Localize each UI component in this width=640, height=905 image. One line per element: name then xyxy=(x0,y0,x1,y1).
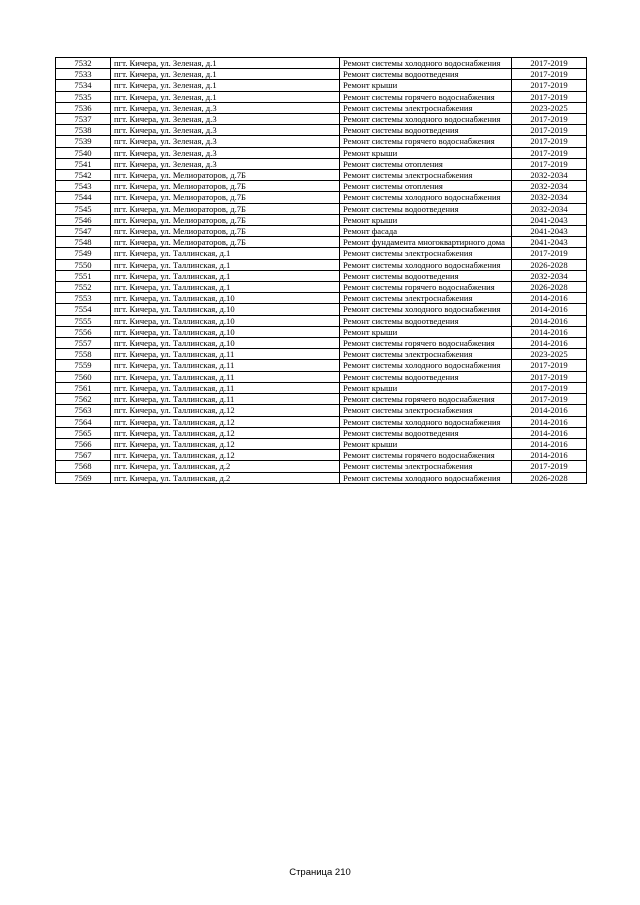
row-address: пгт. Кичера, ул. Зеленая, д.3 xyxy=(111,125,340,136)
row-period: 2032-2034 xyxy=(512,181,587,192)
row-address: пгт. Кичера, ул. Таллинская, д.1 xyxy=(111,282,340,293)
row-number: 7550 xyxy=(56,259,111,270)
row-address: пгт. Кичера, ул. Мелиораторов, д.7Б xyxy=(111,192,340,203)
row-address: пгт. Кичера, ул. Зеленая, д.3 xyxy=(111,136,340,147)
row-work-type: Ремонт крыши xyxy=(340,147,512,158)
row-period: 2014-2016 xyxy=(512,326,587,337)
works-table xyxy=(55,57,587,484)
row-number: 7554 xyxy=(56,304,111,315)
table-row xyxy=(56,91,587,102)
row-number: 7555 xyxy=(56,315,111,326)
row-number: 7558 xyxy=(56,349,111,360)
row-period: 2017-2019 xyxy=(512,114,587,125)
row-address: пгт. Кичера, ул. Таллинская, д.2 xyxy=(111,472,340,483)
row-number: 7545 xyxy=(56,203,111,214)
row-work-type: Ремонт системы отопления xyxy=(340,158,512,169)
table-row xyxy=(56,136,587,147)
row-period: 2026-2028 xyxy=(512,472,587,483)
row-address: пгт. Кичера, ул. Мелиораторов, д.7Б xyxy=(111,237,340,248)
row-address: пгт. Кичера, ул. Таллинская, д.1 xyxy=(111,248,340,259)
row-number: 7552 xyxy=(56,282,111,293)
row-period: 2017-2019 xyxy=(512,461,587,472)
table-row xyxy=(56,147,587,158)
row-number: 7568 xyxy=(56,461,111,472)
table-row xyxy=(56,427,587,438)
table-row xyxy=(56,450,587,461)
row-work-type: Ремонт фасада xyxy=(340,226,512,237)
table-row xyxy=(56,472,587,483)
row-address: пгт. Кичера, ул. Таллинская, д.11 xyxy=(111,394,340,405)
row-work-type: Ремонт системы водоотведения xyxy=(340,371,512,382)
row-work-type: Ремонт системы горячего водоснабжения xyxy=(340,136,512,147)
row-number: 7534 xyxy=(56,80,111,91)
row-period: 2017-2019 xyxy=(512,394,587,405)
table-row xyxy=(56,102,587,113)
table-row xyxy=(56,371,587,382)
row-work-type: Ремонт системы холодного водоснабжения xyxy=(340,472,512,483)
row-period: 2017-2019 xyxy=(512,147,587,158)
table-row xyxy=(56,382,587,393)
page-number: Страница 210 xyxy=(289,867,351,878)
row-work-type: Ремонт системы водоотведения xyxy=(340,270,512,281)
row-period: 2023-2025 xyxy=(512,102,587,113)
table-row xyxy=(56,438,587,449)
row-number: 7560 xyxy=(56,371,111,382)
row-work-type: Ремонт системы водоотведения xyxy=(340,125,512,136)
row-address: пгт. Кичера, ул. Таллинская, д.10 xyxy=(111,293,340,304)
row-period: 2017-2019 xyxy=(512,382,587,393)
row-work-type: Ремонт системы водоотведения xyxy=(340,203,512,214)
row-work-type: Ремонт системы холодного водоснабжения xyxy=(340,416,512,427)
row-work-type: Ремонт системы горячего водоснабжения xyxy=(340,91,512,102)
row-address: пгт. Кичера, ул. Таллинская, д.10 xyxy=(111,304,340,315)
row-number: 7564 xyxy=(56,416,111,427)
row-period: 2023-2025 xyxy=(512,349,587,360)
row-number: 7538 xyxy=(56,125,111,136)
row-number: 7533 xyxy=(56,69,111,80)
row-number: 7563 xyxy=(56,405,111,416)
row-work-type: Ремонт системы горячего водоснабжения xyxy=(340,282,512,293)
row-number: 7536 xyxy=(56,102,111,113)
row-period: 2014-2016 xyxy=(512,315,587,326)
row-period: 2041-2043 xyxy=(512,226,587,237)
row-address: пгт. Кичера, ул. Таллинская, д.11 xyxy=(111,382,340,393)
row-period: 2017-2019 xyxy=(512,91,587,102)
row-number: 7542 xyxy=(56,170,111,181)
row-period: 2026-2028 xyxy=(512,259,587,270)
row-number: 7532 xyxy=(56,58,111,69)
row-address: пгт. Кичера, ул. Зеленая, д.3 xyxy=(111,158,340,169)
table-row xyxy=(56,304,587,315)
table-row xyxy=(56,259,587,270)
row-period: 2014-2016 xyxy=(512,293,587,304)
row-number: 7537 xyxy=(56,114,111,125)
row-period: 2014-2016 xyxy=(512,450,587,461)
row-address: пгт. Кичера, ул. Зеленая, д.1 xyxy=(111,69,340,80)
table-row xyxy=(56,203,587,214)
row-number: 7559 xyxy=(56,360,111,371)
table-row xyxy=(56,394,587,405)
row-work-type: Ремонт системы электроснабжения xyxy=(340,102,512,113)
row-address: пгт. Кичера, ул. Таллинская, д.12 xyxy=(111,450,340,461)
table-row xyxy=(56,214,587,225)
row-number: 7567 xyxy=(56,450,111,461)
table-row xyxy=(56,461,587,472)
row-address: пгт. Кичера, ул. Таллинская, д.10 xyxy=(111,326,340,337)
row-period: 2032-2034 xyxy=(512,203,587,214)
row-period: 2014-2016 xyxy=(512,427,587,438)
table-row xyxy=(56,69,587,80)
table-row xyxy=(56,360,587,371)
table-row xyxy=(56,293,587,304)
row-work-type: Ремонт системы холодного водоснабжения xyxy=(340,304,512,315)
row-address: пгт. Кичера, ул. Таллинская, д.2 xyxy=(111,461,340,472)
row-period: 2017-2019 xyxy=(512,371,587,382)
row-address: пгт. Кичера, ул. Таллинская, д.11 xyxy=(111,371,340,382)
row-period: 2032-2034 xyxy=(512,192,587,203)
row-address: пгт. Кичера, ул. Таллинская, д.12 xyxy=(111,405,340,416)
row-work-type: Ремонт системы горячего водоснабжения xyxy=(340,338,512,349)
row-address: пгт. Кичера, ул. Зеленая, д.1 xyxy=(111,80,340,91)
row-address: пгт. Кичера, ул. Таллинская, д.11 xyxy=(111,349,340,360)
row-address: пгт. Кичера, ул. Зеленая, д.3 xyxy=(111,102,340,113)
row-period: 2041-2043 xyxy=(512,237,587,248)
row-number: 7557 xyxy=(56,338,111,349)
row-address: пгт. Кичера, ул. Таллинская, д.12 xyxy=(111,438,340,449)
row-work-type: Ремонт системы отопления xyxy=(340,181,512,192)
table-row xyxy=(56,237,587,248)
row-number: 7539 xyxy=(56,136,111,147)
row-work-type: Ремонт системы электроснабжения xyxy=(340,349,512,360)
row-address: пгт. Кичера, ул. Зеленая, д.3 xyxy=(111,147,340,158)
row-period: 2017-2019 xyxy=(512,360,587,371)
table-row xyxy=(56,170,587,181)
table-row xyxy=(56,349,587,360)
row-address: пгт. Кичера, ул. Зеленая, д.1 xyxy=(111,91,340,102)
table-row xyxy=(56,315,587,326)
works-table-body xyxy=(56,58,587,484)
table-row xyxy=(56,270,587,281)
row-work-type: Ремонт системы электроснабжения xyxy=(340,461,512,472)
row-work-type: Ремонт системы горячего водоснабжения xyxy=(340,450,512,461)
row-period: 2014-2016 xyxy=(512,438,587,449)
row-period: 2014-2016 xyxy=(512,405,587,416)
row-address: пгт. Кичера, ул. Мелиораторов, д.7Б xyxy=(111,214,340,225)
row-work-type: Ремонт системы водоотведения xyxy=(340,69,512,80)
row-number: 7544 xyxy=(56,192,111,203)
row-work-type: Ремонт фундамента многоквартирного дома xyxy=(340,237,512,248)
row-number: 7543 xyxy=(56,181,111,192)
row-work-type: Ремонт системы электроснабжения xyxy=(340,248,512,259)
row-address: пгт. Кичера, ул. Зеленая, д.1 xyxy=(111,58,340,69)
row-address: пгт. Кичера, ул. Таллинская, д.10 xyxy=(111,315,340,326)
row-address: пгт. Кичера, ул. Таллинская, д.12 xyxy=(111,416,340,427)
row-work-type: Ремонт системы холодного водоснабжения xyxy=(340,58,512,69)
row-address: пгт. Кичера, ул. Мелиораторов, д.7Б xyxy=(111,181,340,192)
table-row xyxy=(56,192,587,203)
row-address: пгт. Кичера, ул. Таллинская, д.10 xyxy=(111,338,340,349)
table-row xyxy=(56,416,587,427)
table-row xyxy=(56,326,587,337)
table-row xyxy=(56,248,587,259)
row-period: 2017-2019 xyxy=(512,58,587,69)
row-work-type: Ремонт системы холодного водоснабжения xyxy=(340,259,512,270)
table-row xyxy=(56,114,587,125)
row-work-type: Ремонт крыши xyxy=(340,80,512,91)
row-number: 7565 xyxy=(56,427,111,438)
table-row xyxy=(56,58,587,69)
row-period: 2017-2019 xyxy=(512,69,587,80)
row-work-type: Ремонт системы электроснабжения xyxy=(340,170,512,181)
row-number: 7548 xyxy=(56,237,111,248)
row-work-type: Ремонт системы холодного водоснабжения xyxy=(340,114,512,125)
row-address: пгт. Кичера, ул. Таллинская, д.12 xyxy=(111,427,340,438)
row-number: 7541 xyxy=(56,158,111,169)
row-number: 7540 xyxy=(56,147,111,158)
row-period: 2014-2016 xyxy=(512,338,587,349)
row-number: 7549 xyxy=(56,248,111,259)
row-work-type: Ремонт системы электроснабжения xyxy=(340,405,512,416)
table-row xyxy=(56,80,587,91)
table-row xyxy=(56,338,587,349)
table-row xyxy=(56,181,587,192)
row-number: 7569 xyxy=(56,472,111,483)
row-address: пгт. Кичера, ул. Зеленая, д.3 xyxy=(111,114,340,125)
row-work-type: Ремонт системы водоотведения xyxy=(340,315,512,326)
row-number: 7546 xyxy=(56,214,111,225)
row-address: пгт. Кичера, ул. Мелиораторов, д.7Б xyxy=(111,226,340,237)
row-period: 2032-2034 xyxy=(512,270,587,281)
table-row xyxy=(56,282,587,293)
table-row xyxy=(56,226,587,237)
row-work-type: Ремонт системы электроснабжения xyxy=(340,293,512,304)
row-period: 2032-2034 xyxy=(512,170,587,181)
row-address: пгт. Кичера, ул. Мелиораторов, д.7Б xyxy=(111,203,340,214)
row-period: 2026-2028 xyxy=(512,282,587,293)
row-number: 7553 xyxy=(56,293,111,304)
row-address: пгт. Кичера, ул. Таллинская, д.1 xyxy=(111,270,340,281)
row-period: 2041-2043 xyxy=(512,214,587,225)
row-work-type: Ремонт крыши xyxy=(340,326,512,337)
row-period: 2014-2016 xyxy=(512,416,587,427)
row-address: пгт. Кичера, ул. Мелиораторов, д.7Б xyxy=(111,170,340,181)
row-work-type: Ремонт системы холодного водоснабжения xyxy=(340,360,512,371)
row-number: 7547 xyxy=(56,226,111,237)
table-row xyxy=(56,158,587,169)
table-row xyxy=(56,125,587,136)
row-period: 2014-2016 xyxy=(512,304,587,315)
row-period: 2017-2019 xyxy=(512,125,587,136)
row-work-type: Ремонт системы водоотведения xyxy=(340,427,512,438)
row-period: 2017-2019 xyxy=(512,136,587,147)
row-work-type: Ремонт крыши xyxy=(340,214,512,225)
row-address: пгт. Кичера, ул. Таллинская, д.1 xyxy=(111,259,340,270)
row-period: 2017-2019 xyxy=(512,248,587,259)
row-period: 2017-2019 xyxy=(512,80,587,91)
row-work-type: Ремонт крыши xyxy=(340,382,512,393)
row-number: 7535 xyxy=(56,91,111,102)
row-work-type: Ремонт крыши xyxy=(340,438,512,449)
row-work-type: Ремонт системы холодного водоснабжения xyxy=(340,192,512,203)
row-address: пгт. Кичера, ул. Таллинская, д.11 xyxy=(111,360,340,371)
row-work-type: Ремонт системы горячего водоснабжения xyxy=(340,394,512,405)
row-period: 2017-2019 xyxy=(512,158,587,169)
row-number: 7551 xyxy=(56,270,111,281)
table-row xyxy=(56,405,587,416)
row-number: 7556 xyxy=(56,326,111,337)
row-number: 7562 xyxy=(56,394,111,405)
row-number: 7566 xyxy=(56,438,111,449)
row-number: 7561 xyxy=(56,382,111,393)
